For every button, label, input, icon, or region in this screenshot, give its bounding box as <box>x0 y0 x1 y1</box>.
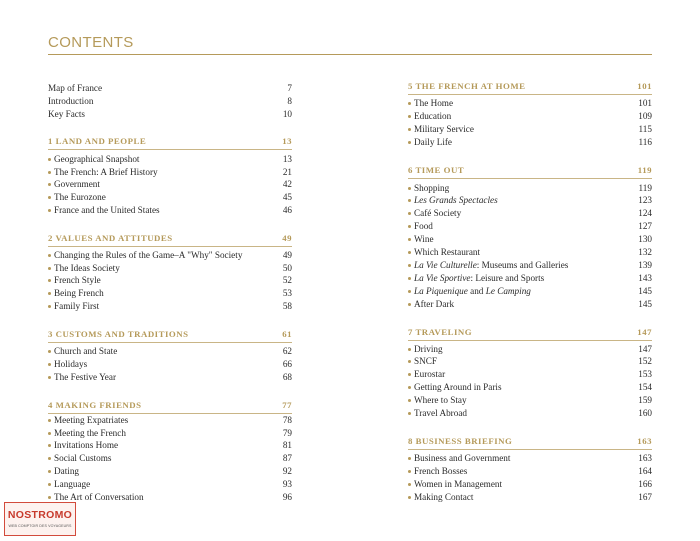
toc-entry-government[interactable] <box>48 178 292 191</box>
entry-label: Which Restaurant <box>414 247 481 257</box>
toc-entry-getting-around-in-paris[interactable] <box>408 381 652 394</box>
entry-label: Café Society <box>414 208 462 218</box>
toc-entry-france-and-the-united-states[interactable] <box>48 204 292 217</box>
toc-entry-travel-abroad[interactable] <box>408 407 652 420</box>
entry-label: Church and State <box>54 346 118 356</box>
entry-label: Getting Around in Paris <box>414 382 502 392</box>
section-title: 5 THE FRENCH AT HOME <box>408 81 526 91</box>
entry-label: Daily Life <box>414 137 453 147</box>
page-number: 116 <box>638 137 652 147</box>
section-title: 7 TRAVELING <box>408 327 473 337</box>
entry-label: La Vie Sportive: Leisure and Sports <box>414 273 545 283</box>
toc-entry-les-grands-spectacles[interactable] <box>408 194 652 207</box>
toc-entry-after-dark[interactable] <box>408 298 652 311</box>
toc-entry-introduction[interactable] <box>48 95 292 108</box>
page-number: 42 <box>282 179 292 189</box>
entry-label: The French: A Brief History <box>54 167 158 177</box>
page-number: 159 <box>638 395 652 405</box>
section-title: 8 BUSINESS BRIEFING <box>408 436 513 446</box>
section-title: 4 MAKING FRIENDS <box>48 400 142 410</box>
entry-label: Government <box>54 179 100 189</box>
entry-label: SNCF <box>414 356 437 366</box>
toc-section-2-values-and-attitudes[interactable] <box>48 230 292 247</box>
toc-entry-key-facts[interactable] <box>48 108 292 121</box>
page-number: 50 <box>282 263 292 273</box>
title-divider <box>48 54 652 55</box>
page-number: 78 <box>282 415 292 425</box>
page-number: 123 <box>638 195 652 205</box>
page-number: 68 <box>282 372 292 382</box>
entry-label: The Ideas Society <box>54 263 120 273</box>
page-number: 13 <box>282 154 292 164</box>
page-number: 13 <box>282 136 292 146</box>
page-number: 101 <box>637 81 652 91</box>
entry-label: Wine <box>414 234 434 244</box>
toc-entry-the-festive-year[interactable] <box>48 371 292 384</box>
toc-entry-la-piquenique-and-le-camping[interactable] <box>408 285 652 298</box>
toc-section-8-business-briefing[interactable] <box>408 433 652 450</box>
entry-label: Military Service <box>414 124 474 134</box>
page-number: 167 <box>638 492 652 502</box>
page-number: 115 <box>638 124 652 134</box>
toc-section-4-making-friends[interactable] <box>48 397 292 414</box>
page-title: CONTENTS <box>48 34 134 51</box>
toc-entry-eurostar[interactable] <box>408 368 652 381</box>
toc-entry-invitations-home[interactable] <box>48 439 292 452</box>
toc-entry-holidays[interactable] <box>48 358 292 371</box>
toc-entry-la-vie-sportive-leisure-and-sports[interactable] <box>408 272 652 285</box>
entry-label: Driving <box>414 344 443 354</box>
toc-entry-meeting-expatriates[interactable] <box>48 414 292 427</box>
page-number: 49 <box>282 233 292 243</box>
entry-label: Travel Abroad <box>414 408 467 418</box>
toc-entry-education[interactable] <box>408 110 652 123</box>
page-number: 163 <box>638 453 652 463</box>
entry-label: Eurostar <box>414 369 446 379</box>
page-number: 49 <box>282 250 292 260</box>
page-number: 119 <box>637 165 652 175</box>
page-number: 61 <box>282 329 292 339</box>
entry-label: Business and Government <box>414 453 511 463</box>
page-number: 130 <box>638 234 652 244</box>
nostromo-watermark-logo <box>4 502 76 536</box>
page-number: 109 <box>638 111 652 121</box>
entry-label: Dating <box>54 466 80 476</box>
watermark-name: NOSTROMO <box>7 509 73 521</box>
page-number: 152 <box>638 356 652 366</box>
page-number: 127 <box>638 221 652 231</box>
entry-label: Shopping <box>414 183 450 193</box>
toc-entry-women-in-management[interactable] <box>408 478 652 491</box>
entry-label: La Piquenique and Le Camping <box>414 286 531 296</box>
page-number: 119 <box>638 183 652 193</box>
toc-section-1-land-and-people[interactable] <box>48 133 292 150</box>
toc-entry-wine[interactable] <box>408 233 652 246</box>
toc-entry-changing-the-rules-of-the-game-a-why-soc[interactable] <box>48 249 292 262</box>
page-number: 166 <box>638 479 652 489</box>
section-title: 1 LAND AND PEOPLE <box>48 136 147 146</box>
page-number: 79 <box>282 428 292 438</box>
toc-entry-the-home[interactable] <box>408 97 652 110</box>
toc-entry-dating[interactable] <box>48 465 292 478</box>
toc-entry-social-customs[interactable] <box>48 452 292 465</box>
toc-entry-map-of-france[interactable] <box>48 82 292 95</box>
toc-entry-daily-life[interactable] <box>408 136 652 149</box>
toc-entry-caf-society[interactable] <box>408 207 652 220</box>
entry-label: Geographical Snapshot <box>54 154 140 164</box>
page-number: 163 <box>637 436 652 446</box>
page-number: 21 <box>282 167 292 177</box>
entry-label: Language <box>54 479 91 489</box>
page-number: 77 <box>282 400 292 410</box>
page-number: 124 <box>638 208 652 218</box>
entry-label: Being French <box>54 288 104 298</box>
toc-entry-family-first[interactable] <box>48 300 292 313</box>
toc-entry-la-vie-culturelle-museums-and-galleries[interactable] <box>408 259 652 272</box>
page-number: 145 <box>638 299 652 309</box>
page-number: 132 <box>638 247 652 257</box>
toc-entry-geographical-snapshot[interactable] <box>48 153 292 166</box>
entry-label: Where to Stay <box>414 395 467 405</box>
entry-label: Les Grands Spectacles <box>414 195 498 205</box>
entry-label: Invitations Home <box>54 440 119 450</box>
page-number: 66 <box>282 359 292 369</box>
entry-label: France and the United States <box>54 205 160 215</box>
entry-label: Social Customs <box>54 453 112 463</box>
toc-entry-business-and-government[interactable] <box>408 452 652 465</box>
toc-entry-sncf[interactable] <box>408 355 652 368</box>
toc-section-6-time-out[interactable] <box>408 162 652 179</box>
toc-entry-making-contact[interactable] <box>408 491 652 504</box>
page-number: 81 <box>282 440 292 450</box>
page-number: 46 <box>282 205 292 215</box>
page-number: 45 <box>282 192 292 202</box>
page-number: 58 <box>282 301 292 311</box>
page-number: 10 <box>282 109 292 119</box>
watermark-subtitle: WEB COMPTOIR DES VOYAGEURS <box>8 524 72 528</box>
toc-section-5-the-french-at-home[interactable] <box>408 78 652 95</box>
entry-label: Key Facts <box>48 109 85 119</box>
page-number: 154 <box>638 382 652 392</box>
page-number: 153 <box>638 369 652 379</box>
entry-label: Introduction <box>48 96 94 106</box>
page-number: 101 <box>638 98 652 108</box>
page-number: 143 <box>638 273 652 283</box>
entry-label: Meeting the French <box>54 428 126 438</box>
entry-label: French Style <box>54 275 101 285</box>
toc-entry-french-bosses[interactable] <box>408 465 652 478</box>
toc-entry-being-french[interactable] <box>48 287 292 300</box>
entry-label: The Eurozone <box>54 192 106 202</box>
page-number: 164 <box>638 466 652 476</box>
entry-label: Meeting Expatriates <box>54 415 129 425</box>
entry-label: French Bosses <box>414 466 468 476</box>
entry-label: The Home <box>414 98 454 108</box>
section-title: 3 CUSTOMS AND TRADITIONS <box>48 329 189 339</box>
page-number: 145 <box>638 286 652 296</box>
entry-label: The Festive Year <box>54 372 117 382</box>
toc-section-3-customs-and-traditions[interactable] <box>48 326 292 343</box>
section-title: 2 VALUES AND ATTITUDES <box>48 233 173 243</box>
entry-label: After Dark <box>414 299 455 309</box>
toc-entry-language[interactable] <box>48 478 292 491</box>
entry-label: La Vie Culturelle: Museums and Galleries <box>414 260 569 270</box>
page-number: 147 <box>637 327 652 337</box>
page-number: 87 <box>282 453 292 463</box>
toc-entry-church-and-state[interactable] <box>48 345 292 358</box>
page-number: 96 <box>282 492 292 502</box>
toc-entry-which-restaurant[interactable] <box>408 246 652 259</box>
toc-section-7-traveling[interactable] <box>408 324 652 341</box>
entry-label: Map of France <box>48 83 103 93</box>
section-title: 6 TIME OUT <box>408 165 465 175</box>
entry-label: The Art of Conversation <box>54 492 144 502</box>
page-number: 8 <box>287 96 292 106</box>
page-number: 139 <box>638 260 652 270</box>
entry-label: Women in Management <box>414 479 503 489</box>
toc-entry-french-style[interactable] <box>48 274 292 287</box>
toc-entry-where-to-stay[interactable] <box>408 394 652 407</box>
entry-label: Family First <box>54 301 100 311</box>
page-number: 62 <box>282 346 292 356</box>
page-number: 147 <box>638 344 652 354</box>
page-number: 7 <box>287 83 292 93</box>
page-number: 93 <box>282 479 292 489</box>
page-number: 92 <box>282 466 292 476</box>
toc-entry-food[interactable] <box>408 220 652 233</box>
entry-label: Holidays <box>54 359 88 369</box>
entry-label: Food <box>414 221 433 231</box>
toc-entry-the-eurozone[interactable] <box>48 191 292 204</box>
entry-label: Changing the Rules of the Game–A "Why" Society <box>54 250 243 260</box>
toc-entry-the-art-of-conversation[interactable] <box>48 491 292 504</box>
entry-label: Education <box>414 111 452 121</box>
page-number: 52 <box>282 275 292 285</box>
page-number: 160 <box>638 408 652 418</box>
toc-entry-military-service[interactable] <box>408 123 652 136</box>
entry-label: Making Contact <box>414 492 474 502</box>
page-number: 53 <box>282 288 292 298</box>
